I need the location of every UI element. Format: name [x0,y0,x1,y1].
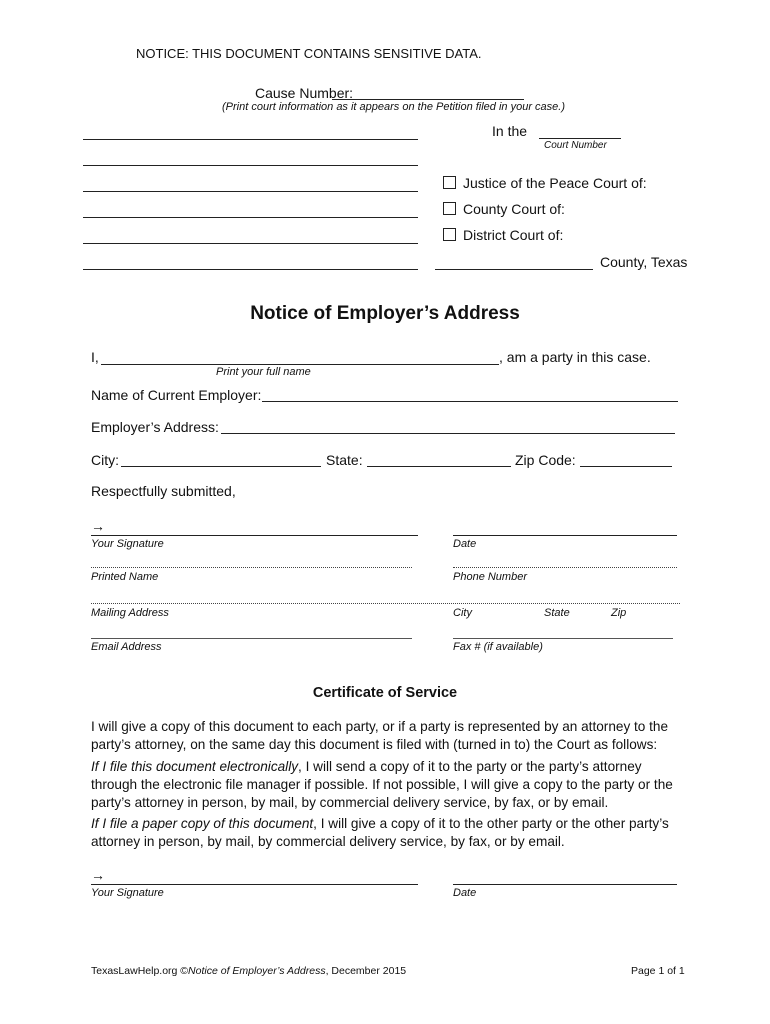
county-court-checkbox[interactable] [443,202,456,215]
certificate-heading: Certificate of Service [312,685,458,701]
signature-field[interactable] [91,535,418,536]
employer-name-field[interactable] [262,401,678,402]
mailing-zip-label: Zip [611,607,627,619]
certificate-paragraph-2 [91,758,691,812]
cause-number-field[interactable] [332,99,524,100]
certificate-paragraph-3 [91,815,691,851]
certificate-p3-text: , I will give a copy of it to the other party or the other party’s attorney in person, by mail, by commercial delivery service, by fax, or by email. [91,816,669,849]
city-field[interactable] [121,466,321,467]
footer-site: TexasLawHelp.org © [91,965,189,977]
respectfully-submitted: Respectfully submitted, [91,483,236,499]
your-signature-label-2: Your Signature [91,887,164,899]
date-label: Date [453,538,477,550]
county-texas-label: County, Texas [600,254,688,270]
certificate-paragraph-1: I will give a copy of this document to each party, or if a party is represented by an attorney to the party’s attorney, on the same day this document is filed with (turned in to) the Court as follows: [91,719,669,752]
party-line-1[interactable] [83,139,418,140]
email-address-field[interactable] [91,638,412,639]
sensitive-data-notice: NOTICE: THIS DOCUMENT CONTAINS SENSITIVE DATA. [136,46,482,61]
phone-number-label: Phone Number [453,571,527,583]
date-field[interactable] [453,535,677,536]
mailing-address-field[interactable] [91,603,680,604]
printed-name-label: Printed Name [91,571,159,583]
zip-field[interactable] [580,466,672,467]
footer-left [91,965,406,977]
party-suffix: , am a party in this case. [499,349,651,365]
cause-number-label: Cause Number: [255,85,354,101]
county-field[interactable] [435,269,593,270]
fax-field[interactable] [453,638,673,639]
justice-court-label: Justice of the Peace Court of: [463,175,647,191]
party-line-5[interactable] [83,243,418,244]
page-number: Page 1 of 1 [631,965,685,977]
party-line-6[interactable] [83,269,418,270]
district-court-label: District Court of: [463,227,564,243]
fax-label: Fax # (if available) [453,641,543,653]
certificate-p2-text: , I will send a copy of it to the party or the party’s attorney through the electronic file manager if possible. If not possible, I will give a copy to the party or the party’s attorney in person, by mail, by commercial delivery service, by fax, or by email. [91,759,673,810]
zip-label: Zip Code: [515,452,576,468]
footer-date: , December 2015 [325,965,407,977]
party-line-2[interactable] [83,165,418,166]
court-number-label: Court Number [544,140,607,151]
arrow-icon-2: → [91,867,105,883]
mailing-state-label: State [544,607,570,619]
city-label: City: [91,452,119,468]
email-address-label: Email Address [91,641,162,653]
footer-doc-title: Notice of Employer’s Address [188,965,326,977]
full-name-field[interactable] [101,364,499,365]
party-line-3[interactable] [83,191,418,192]
document-title: Notice of Employer’s Address [250,303,520,324]
employer-address-label: Employer’s Address: [91,419,219,435]
state-field[interactable] [367,466,511,467]
phone-number-field[interactable] [453,567,677,568]
certificate-p3-italic: If I file a paper copy of this document [91,816,314,831]
justice-court-checkbox[interactable] [443,176,456,189]
county-court-label: County Court of: [463,201,565,217]
party-prefix: I, [91,349,99,365]
state-label: State: [326,452,363,468]
printed-name-field[interactable] [91,567,412,568]
mailing-city-label: City [453,607,472,619]
print-court-instruction: (Print court information as it appears on the Petition filed in your case.) [222,101,566,113]
employer-address-field[interactable] [221,433,675,434]
full-name-hint: Print your full name [216,366,311,378]
signature-field-2[interactable] [91,884,418,885]
employer-name-label: Name of Current Employer: [91,387,262,403]
mailing-address-label: Mailing Address [91,607,169,619]
date-field-2[interactable] [453,884,677,885]
in-the-label: In the [492,123,528,139]
date-label-2: Date [453,887,477,899]
certificate-p2-italic: If I file this document electronically [91,759,299,774]
district-court-checkbox[interactable] [443,228,456,241]
your-signature-label: Your Signature [91,538,164,550]
arrow-icon: → [91,518,105,534]
court-number-field[interactable] [539,138,621,139]
party-line-4[interactable] [83,217,418,218]
